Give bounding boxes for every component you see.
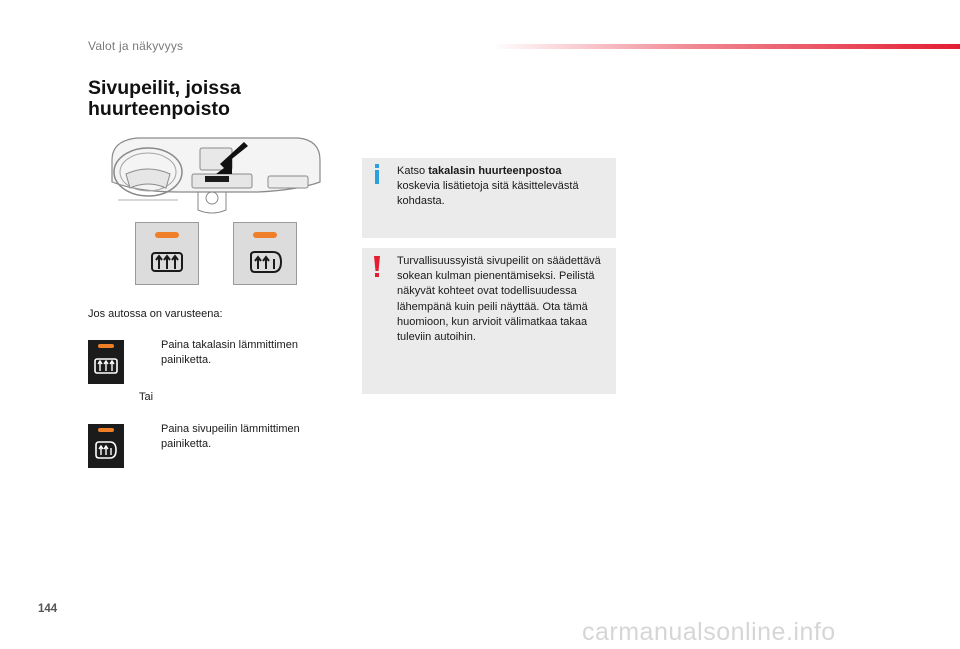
mirror-defrost-button	[88, 424, 124, 468]
step-text: Paina sivupeilin lämmittimen painiketta.	[161, 423, 300, 450]
rear-defrost-button-illustration	[135, 222, 199, 285]
rear-defrost-button	[88, 340, 124, 384]
intro-text: Jos autossa on varusteena:	[88, 308, 223, 320]
mirror-defrost-icon	[248, 249, 284, 275]
step-text: Paina takalasin lämmittimen painiketta.	[161, 339, 298, 366]
warning-icon	[370, 256, 384, 278]
info-note	[362, 158, 616, 238]
mirror-defrost-button-illustration	[233, 222, 297, 285]
page-number: 144	[38, 603, 58, 615]
indicator-light	[98, 428, 114, 432]
warning-note	[362, 248, 616, 394]
indicator-light	[98, 344, 114, 348]
dashboard-illustration	[108, 130, 324, 218]
indicator-light	[253, 232, 277, 238]
header-accent-line	[492, 44, 960, 49]
page-title-line1: Sivupeilit, joissa	[88, 77, 241, 99]
warning-note-text: Turvallisuussyistä sivupeilit on säädettävä sokean kulman pienentämiseksi. Peilistä näkyvät kohteet ovat todellisuudessa lähempänä kuin peili näyttää. Ota tämä huomioon, kun arvioit välimatkaa takaa tuleviin autoihin.	[397, 255, 601, 344]
page-title	[88, 78, 241, 120]
watermark: carmanualsonline.info	[582, 618, 836, 646]
section-title: Valot ja näkyvyys	[88, 39, 184, 53]
rear-defrost-icon	[150, 249, 184, 275]
rear-defrost-icon	[94, 356, 118, 376]
info-note-link-text: takalasin huurteenpostoa	[428, 165, 562, 177]
info-icon	[370, 164, 384, 184]
mirror-defrost-icon	[94, 440, 118, 460]
separator-text: Tai	[139, 391, 154, 403]
info-note-text: Katso takalasin huurteenpostoa koskevia lisätietoja sitä käsittelevästä kohdasta.	[397, 165, 579, 208]
indicator-light	[155, 232, 179, 238]
page-title-line2: huurteenpoisto	[88, 98, 230, 120]
